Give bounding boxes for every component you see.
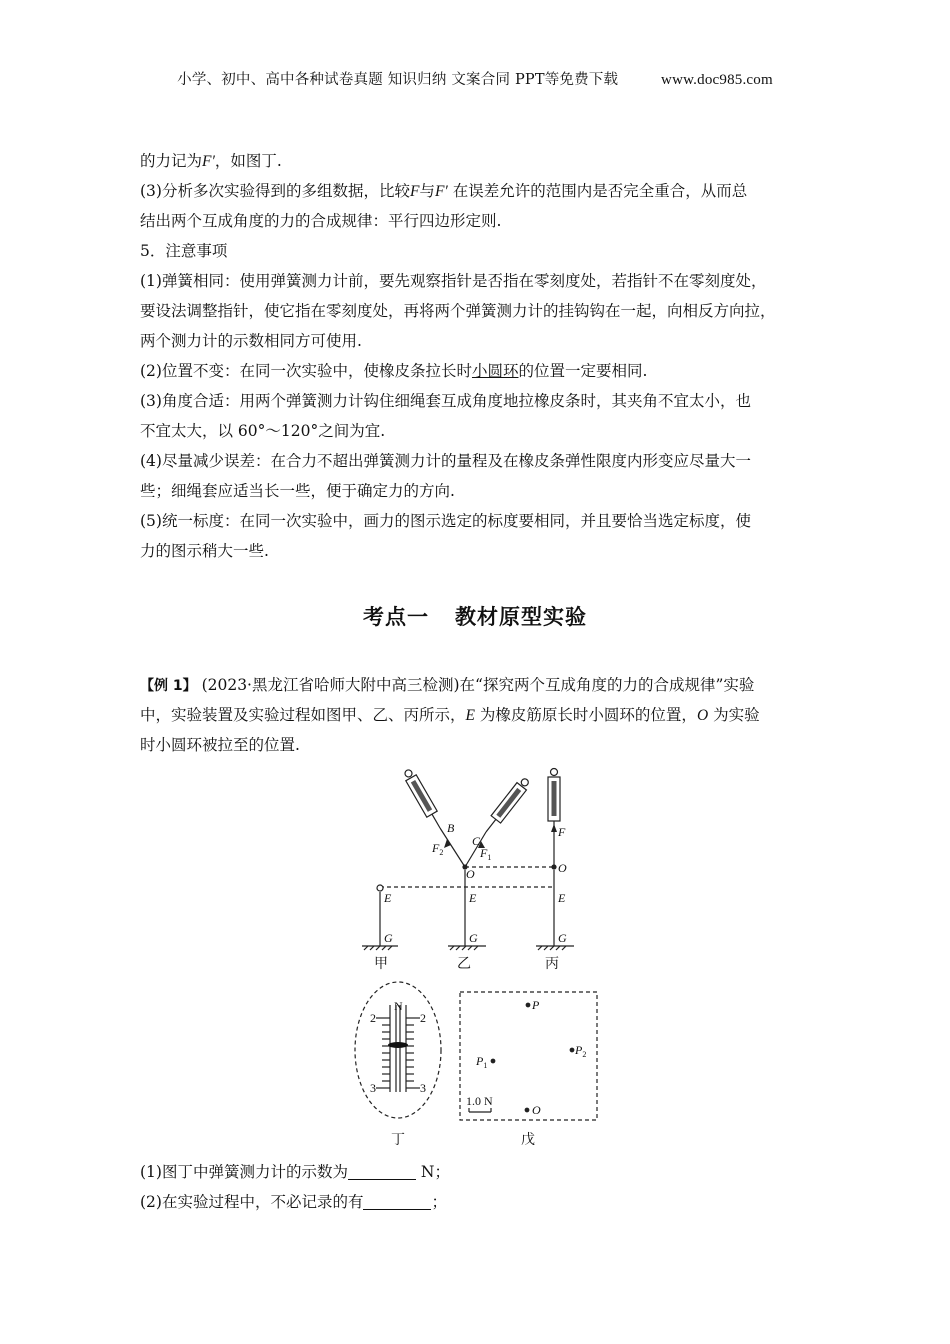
symbol: F′ bbox=[434, 183, 448, 200]
label-g-yi: G bbox=[469, 931, 478, 945]
tick-2-left: 2 bbox=[370, 1011, 376, 1025]
label-e-bing: E bbox=[558, 891, 566, 905]
text: 在误差允许的范围内是否完全重合，从而总 bbox=[452, 182, 748, 200]
question-1 bbox=[140, 1157, 812, 1187]
tick-3-right: 3 bbox=[420, 1081, 426, 1095]
label-b: B bbox=[447, 821, 455, 835]
body-text bbox=[140, 146, 812, 566]
scale-unit: N bbox=[394, 999, 403, 1013]
text-line bbox=[140, 670, 820, 700]
label-e-yi: E bbox=[469, 891, 477, 905]
symbol: E bbox=[465, 707, 475, 724]
text: (2)在实验过程中，不必记录的有 bbox=[140, 1193, 364, 1211]
page-header bbox=[0, 68, 950, 89]
label-p2: $P_2$ bbox=[575, 1043, 587, 1059]
text-line bbox=[140, 700, 820, 730]
label-g-jia: G bbox=[384, 931, 393, 945]
text: (3)分析多次实验得到的多组数据，比较 bbox=[140, 182, 410, 200]
scale-pointer bbox=[388, 1042, 408, 1048]
text-line: (1)弹簧相同：使用弹簧测力计前，要先观察指针是否指在零刻度处，若指针不在零刻度处， bbox=[140, 272, 767, 290]
text: 与 bbox=[419, 182, 435, 200]
point-p2 bbox=[570, 1048, 574, 1052]
scale-closeup bbox=[376, 1005, 420, 1092]
text-line: 5．注意事项 bbox=[140, 242, 228, 260]
label-o-bing: O bbox=[558, 861, 567, 875]
text: 的位置一定要相同. bbox=[518, 362, 648, 380]
caption-bing: 丙 bbox=[545, 957, 559, 972]
label-e-jia: E bbox=[384, 891, 392, 905]
label-g-bing: G bbox=[558, 931, 567, 945]
text-line bbox=[140, 356, 812, 386]
caption-ding: 丁 bbox=[391, 1133, 405, 1148]
answer-blank-1[interactable] bbox=[348, 1161, 416, 1180]
text: 的力记为 bbox=[140, 152, 203, 170]
label-c: C bbox=[472, 834, 481, 848]
text-line: 力的图示稍大一些. bbox=[140, 542, 269, 560]
point-p bbox=[526, 1003, 530, 1007]
caption-yi: 乙 bbox=[457, 957, 471, 972]
ground-bing bbox=[536, 946, 574, 950]
label-f: F bbox=[558, 825, 566, 839]
label-o-wu: O bbox=[532, 1103, 541, 1117]
text-line: 些；细绳套应适当长一些，便于确定力的方向. bbox=[140, 482, 455, 500]
symbol: F bbox=[409, 183, 420, 200]
tick-2-right: 2 bbox=[420, 1011, 426, 1025]
text: (2)位置不变：在同一次实验中，使橡皮条拉长时 bbox=[140, 362, 472, 380]
text-line: 要设法调整指针，使它指在零刻度处，再将两个弹簧测力计的挂钩钩在一起，向相反方向拉， bbox=[140, 302, 776, 320]
text: 为实验 bbox=[713, 706, 760, 724]
text: N； bbox=[420, 1163, 450, 1181]
text-line: 不宜太大，以 60°～120°之间为宜. bbox=[140, 422, 386, 440]
section-number: 考点一 bbox=[363, 605, 429, 629]
caption-wu: 戊 bbox=[521, 1133, 535, 1148]
text: (2023·黑龙江省哈师大附中高三检测)在“探究两个互成角度的力的合成规律”实验 bbox=[201, 676, 755, 694]
spring-scale-b bbox=[402, 767, 446, 831]
text-line: 两个测力计的示数相同方可使用. bbox=[140, 332, 362, 350]
answer-blank-2[interactable] bbox=[363, 1191, 431, 1210]
label-f2: $F_2$ bbox=[432, 841, 444, 857]
label-p1: $P_1$ bbox=[476, 1054, 488, 1070]
spring-scale-f bbox=[548, 769, 560, 868]
ground-yi bbox=[448, 946, 486, 950]
tick-3-left: 3 bbox=[370, 1081, 376, 1095]
figure-svg bbox=[340, 760, 620, 1155]
text-line bbox=[140, 146, 812, 176]
experiment-figure bbox=[340, 760, 620, 1155]
section-title bbox=[0, 601, 950, 631]
point-o-bing bbox=[552, 865, 556, 869]
symbol: F′ bbox=[202, 153, 215, 170]
header-site: www.doc985.com bbox=[661, 72, 773, 88]
text-line: (4)尽量减少误差：在合力不超出弹簧测力计的量程及在橡皮条弹性限度内形变应尽量大一 bbox=[140, 452, 751, 470]
ground-jia bbox=[362, 946, 398, 950]
text-line: 结出两个互成角度的力的合成规律：平行四边形定则. bbox=[140, 212, 502, 230]
spring-scale-c bbox=[481, 776, 531, 836]
point-p1 bbox=[491, 1059, 495, 1063]
text: (1)图丁中弹簧测力计的示数为 bbox=[140, 1163, 348, 1181]
text: 中，实验装置及实验过程如图甲、乙、丙所示， bbox=[140, 706, 466, 724]
scale-label: 1.0 N bbox=[466, 1094, 493, 1108]
text-line bbox=[140, 176, 812, 206]
point-o-wu bbox=[525, 1108, 529, 1112]
header-text: 小学、初中、高中各种试卷真题 知识归纳 文案合同 PPT等免费下载 bbox=[177, 72, 619, 88]
text: ； bbox=[431, 1193, 447, 1211]
caption-jia: 甲 bbox=[374, 957, 388, 972]
text: 为橡皮筋原长时小圆环的位置， bbox=[479, 706, 697, 724]
label-p: P bbox=[532, 998, 540, 1012]
example-label: 【例 1】 bbox=[140, 678, 197, 694]
label-f1: $F_1$ bbox=[480, 846, 492, 862]
label-o-yi: O bbox=[466, 867, 475, 881]
text: ，如图丁. bbox=[214, 152, 282, 170]
ring-e bbox=[377, 885, 383, 891]
question-2 bbox=[140, 1187, 812, 1217]
questions bbox=[140, 1157, 812, 1217]
section-name: 教材原型实验 bbox=[455, 605, 587, 629]
text-line: 时小圆环被拉至的位置. bbox=[140, 736, 300, 754]
text-line: (5)统一标度：在同一次实验中，画力的图示选定的标度要相同，并且要恰当选定标度，使 bbox=[140, 512, 751, 530]
symbol: O bbox=[696, 707, 709, 724]
underlined-text: 小圆环 bbox=[471, 362, 519, 380]
example-block bbox=[140, 670, 820, 760]
arrow-f2 bbox=[444, 839, 451, 848]
text-line: (3)角度合适：用两个弹簧测力计钩住细绳套互成角度地拉橡皮条时，其夹角不宜太小，也 bbox=[140, 392, 751, 410]
